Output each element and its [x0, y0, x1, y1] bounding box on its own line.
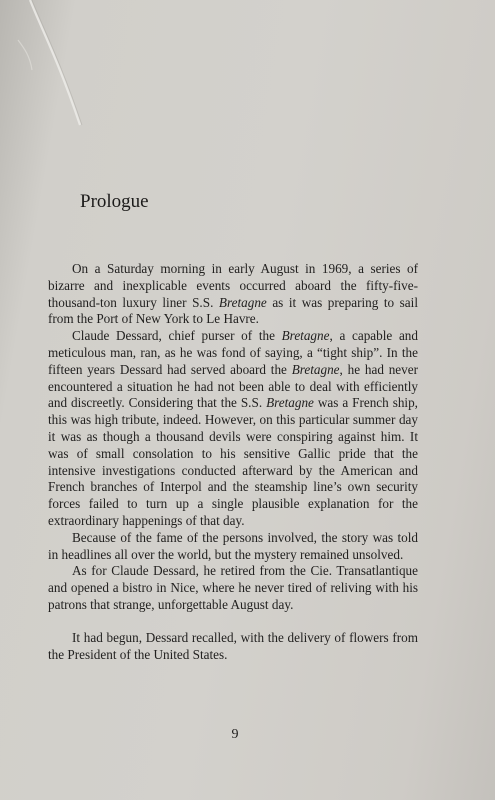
text-run: Because of the fame of the persons involved, the story was told in headlines all over the world, but the mystery remained unsolved. — [48, 529, 418, 562]
text-run: Claude Dessard, chief purser of the — [72, 328, 282, 344]
italic-text: Bretagne — [218, 294, 267, 310]
text-run: It had begun, Dessard recalled, with the delivery of flowers from the President of the United States. — [48, 629, 418, 662]
italic-text: Bretagne — [281, 328, 330, 344]
italic-text: Bretagne — [291, 361, 340, 377]
text-run: as it was preparing to sail from the Port of New York to Le Havre. — [48, 294, 418, 327]
paragraph — [48, 630, 418, 664]
paragraph — [48, 261, 418, 328]
chapter-title: Prologue — [80, 191, 149, 212]
text-run: On a Saturday morning in early August in 1969, a series of bizarre and inexplicable events occurred aboard the fifty-five-thousand-ton luxury liner S.S. — [48, 261, 418, 310]
paragraph — [48, 530, 418, 564]
text-run: , he had never encountered a situation he had not been able to deal with efficiently and discreetly. Considering that the S.S. — [48, 361, 418, 411]
text-run: As for Claude Dessard, he retired from the Cie. Transatlantique and opened a bistro in Nice, where he never tired of reliving with his patrons that strange, unforgettable August day. — [48, 563, 418, 612]
body-text — [48, 261, 418, 663]
page-crease-mark — [8, 0, 88, 130]
text-run: was a French ship, this was high tribute, indeed. However, on this particular summer day it was as though a thousand devils were conspiring against him. It was of small consolation to his sensitive Gallic pride that the intensive investigations conducted afterward by the American and French branches of Interpol and the steamship line’s own security forces failed to turn up a single plausible explanation for the extraordinary happenings of that day. — [48, 395, 418, 528]
text-run: , a capable and meticulous man, ran, as he was fond of saying, a “tight ship”. In the fifteen years Dessard had served aboard the — [48, 328, 418, 377]
paragraph — [48, 328, 418, 530]
page-number: 9 — [231, 727, 239, 742]
paragraph — [48, 563, 418, 613]
italic-text: Bretagne — [266, 395, 314, 411]
